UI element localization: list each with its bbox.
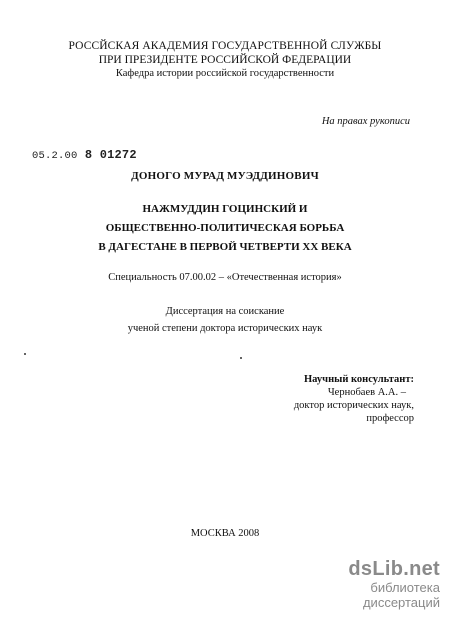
watermark-logo: dsLib.net <box>348 558 440 580</box>
scan-speck <box>24 353 26 355</box>
scan-speck <box>240 357 242 359</box>
watermark-tagline: библиотека диссертаций <box>362 580 440 610</box>
rights-note: На правах рукописи <box>321 116 410 127</box>
dissertation-line-1: Диссертация на соискание <box>165 306 285 317</box>
specialty: Специальность 07.00.02 – «Отечественная история» <box>108 272 342 283</box>
consultant-label: Научный консультант: <box>304 374 414 385</box>
title-line-1: НАЖМУДДИН ГОЦИНСКИЙ И <box>142 203 308 215</box>
consultant-name: Чернобаев А.А. – <box>327 387 406 398</box>
institution-line-2: ПРИ ПРЕЗИДЕНТЕ РОССИЙСКОЙ ФЕДЕРАЦИИ <box>98 54 352 66</box>
stamp-number: 8 01272 <box>84 148 137 162</box>
city-year: МОСКВА 2008 <box>190 528 260 539</box>
author-name: ДОНОГО МУРАД МУЭДДИНОВИЧ <box>131 170 319 182</box>
library-stamp <box>32 148 137 162</box>
stamp-code: 05.2.00 <box>32 150 78 162</box>
department-line: Кафедра истории российской государственности <box>115 68 335 79</box>
institution-line-1: РОССЙСКАЯ АКАДЕМИЯ ГОСУДАРСТВЕННОЙ СЛУЖБЫ <box>68 40 382 52</box>
title-line-3: В ДАГЕСТАНЕ В ПЕРВОЙ ЧЕТВЕРТИ XX ВЕКА <box>98 241 352 253</box>
watermark <box>300 558 440 610</box>
title-line-2: ОБЩЕСТВЕННО-ПОЛИТИЧЕСКАЯ БОРЬБА <box>105 222 345 234</box>
dissertation-line-2: ученой степени доктора исторических наук <box>127 323 323 334</box>
consultant-title: профессор <box>366 413 414 424</box>
consultant-degree: доктор исторических наук, <box>293 400 414 411</box>
